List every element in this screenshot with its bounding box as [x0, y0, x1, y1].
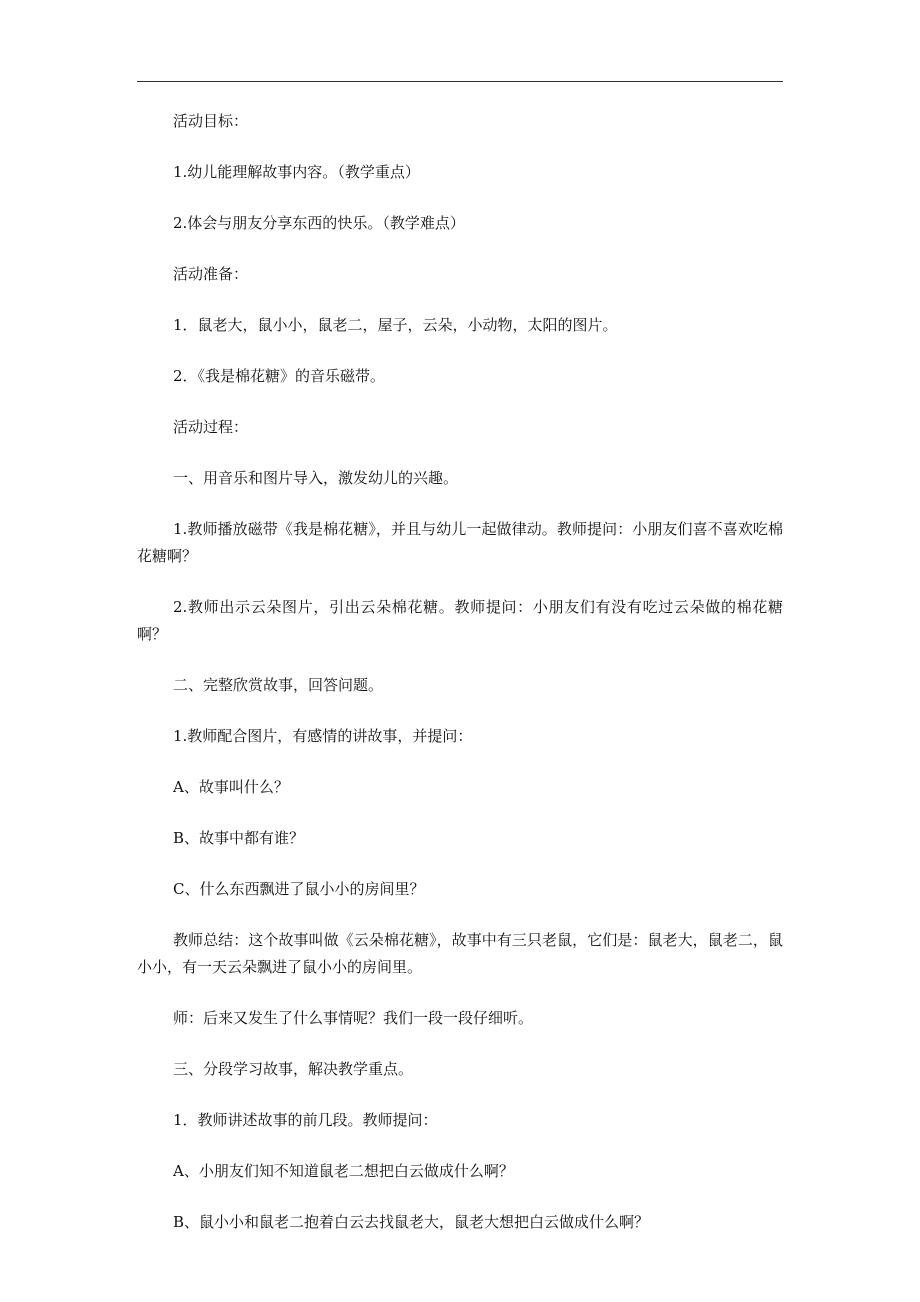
question-item: B、鼠小小和鼠老二抱着白云去找鼠老大，鼠老大想把白云做成什么啊？: [173, 1213, 650, 1231]
process-step: 1.教师播放磁带《我是棉花糖》，并且与幼儿一起做律动。教师提问：小朋友们喜不喜欢吃棉花糖啊？: [137, 520, 783, 565]
question-item: C、什么东西飘进了鼠小小的房间里？: [173, 880, 425, 898]
heading-activity-goals: 活动目标：: [173, 112, 249, 130]
question-item: A、故事叫什么？: [173, 778, 289, 796]
preparation-item-1: 1．鼠老大，鼠小小，鼠老二，屋子，云朵，小动物，太阳的图片。: [173, 316, 618, 334]
header-rule: [137, 81, 783, 82]
preparation-item-2: 2．《我是棉花糖》的音乐磁带。: [173, 367, 386, 385]
section-heading-3: 三、分段学习故事，解决教学重点。: [173, 1060, 414, 1078]
section-heading-1: 一、用音乐和图片导入，激发幼儿的兴趣。: [173, 469, 459, 487]
teacher-transition: 师：后来又发生了什么事情呢？我们一段一段仔细听。: [173, 1009, 534, 1027]
question-item: A、小朋友们知不知道鼠老二想把白云做成什么啊？: [173, 1162, 514, 1180]
section-heading-2: 二、完整欣赏故事，回答问题。: [173, 676, 384, 694]
heading-activity-preparation: 活动准备：: [173, 265, 249, 283]
process-step: 1．教师讲述故事的前几段。教师提问：: [173, 1111, 438, 1129]
goal-item-2: 2.体会与朋友分享东西的快乐。（教学难点）: [173, 214, 465, 232]
question-item: B、故事中都有谁？: [173, 829, 305, 847]
document-body: [137, 108, 783, 1236]
goal-item-1: 1.幼儿能理解故事内容。（教学重点）: [173, 163, 420, 181]
process-step: 2.教师出示云朵图片，引出云朵棉花糖。教师提问：小朋友们有没有吃过云朵做的棉花糖啊？: [137, 598, 783, 643]
process-step: 1.教师配合图片，有感情的讲故事，并提问：: [173, 727, 473, 745]
heading-activity-process: 活动过程：: [173, 418, 249, 436]
teacher-summary: 教师总结：这个故事叫做《云朵棉花糖》，故事中有三只老鼠，它们是：鼠老大，鼠老二，鼠小小，有一天云朵飘进了鼠小小的房间里。: [137, 931, 783, 976]
